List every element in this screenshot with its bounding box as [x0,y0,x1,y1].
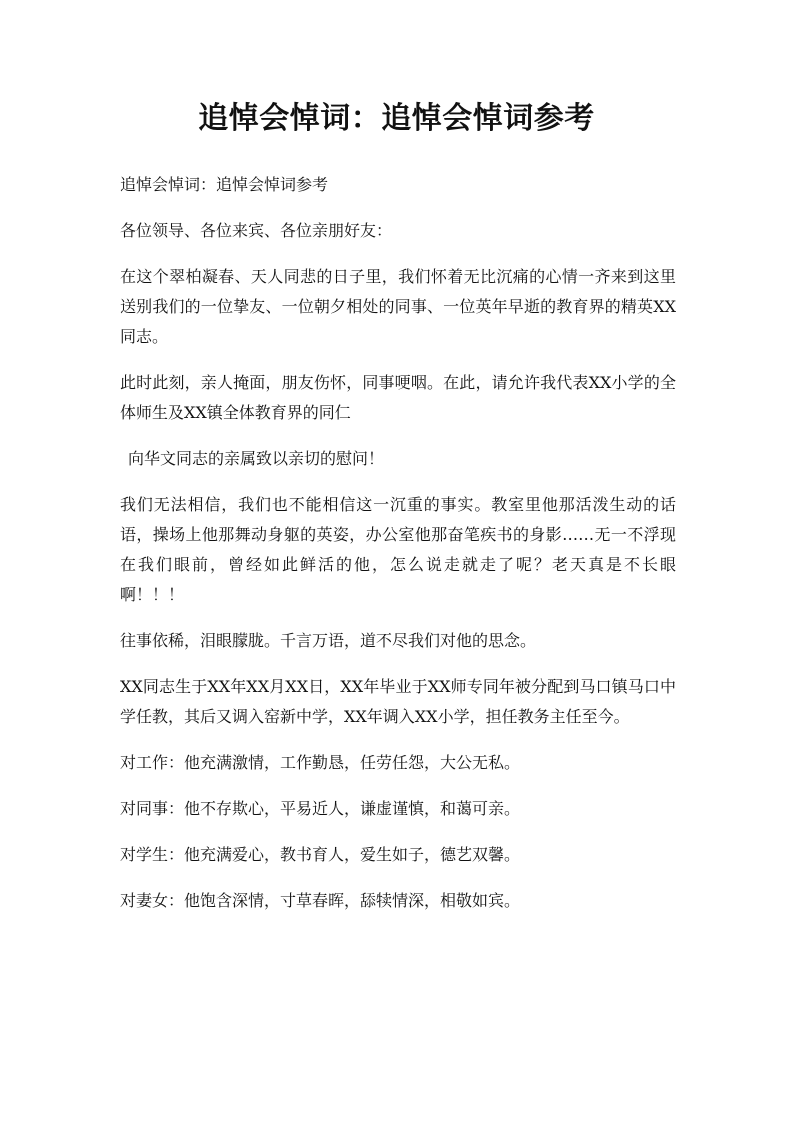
paragraph-colleagues: 对同事：他不存欺心，平易近人，谦虚谨慎，和蔼可亲。 [120,799,521,818]
paragraph-family: 对妻女：他饱含深情，寸草春晖，舔犊情深，相敬如宾。 [120,891,521,910]
paragraph-salutation: 各位领导、各位来宾、各位亲朋好友： [120,221,393,240]
paragraph-students: 对学生：他充满爱心，教书育人，爱生如子，德艺双馨。 [120,845,521,864]
paragraph-longing: 往事依稀，泪眼朦胧。千言万语，道不尽我们对他的思念。 [120,631,537,650]
paragraph-condolence: 向华文同志的亲属致以亲切的慰问！ [128,449,385,468]
paragraph-biography: XX同志生于XX年XX月XX日，XX年毕业于XX师专同年被分配到马口镇马口中学任教，其后又调入窑新中学，XX年调入XX小学，担任教务主任至今。 [120,677,676,726]
paragraph-subtitle: 追悼会悼词：追悼会悼词参考 [120,175,329,194]
document-body [120,170,676,932]
paragraph-opening: 在这个翠柏凝春、天人同悲的日子里，我们怀着无比沉痛的心情一齐来到这里送别我们的一位挚友、一位朝夕相处的同事、一位英年早逝的教育界的精英XX同志。 [120,267,676,346]
paragraph-representation: 此时此刻，亲人掩面，朋友伤怀，同事哽咽。在此，请允许我代表XX小学的全体师生及XX镇全体教育界的同仁 [120,373,676,422]
document-title: 追悼会悼词：追悼会悼词参考 [198,101,595,136]
paragraph-memories: 我们无法相信，我们也不能相信这一沉重的事实。教室里他那活泼生动的话语，操场上他那舞动身躯的英姿，办公室他那奋笔疾书的身影……无一不浮现在我们眼前，曾经如此鲜活的他，怎么说走就走了呢？老天真是不长眼啊！！！ [120,495,676,604]
paragraph-work: 对工作：他充满激情，工作勤恳，任劳任怨，大公无私。 [120,753,521,772]
